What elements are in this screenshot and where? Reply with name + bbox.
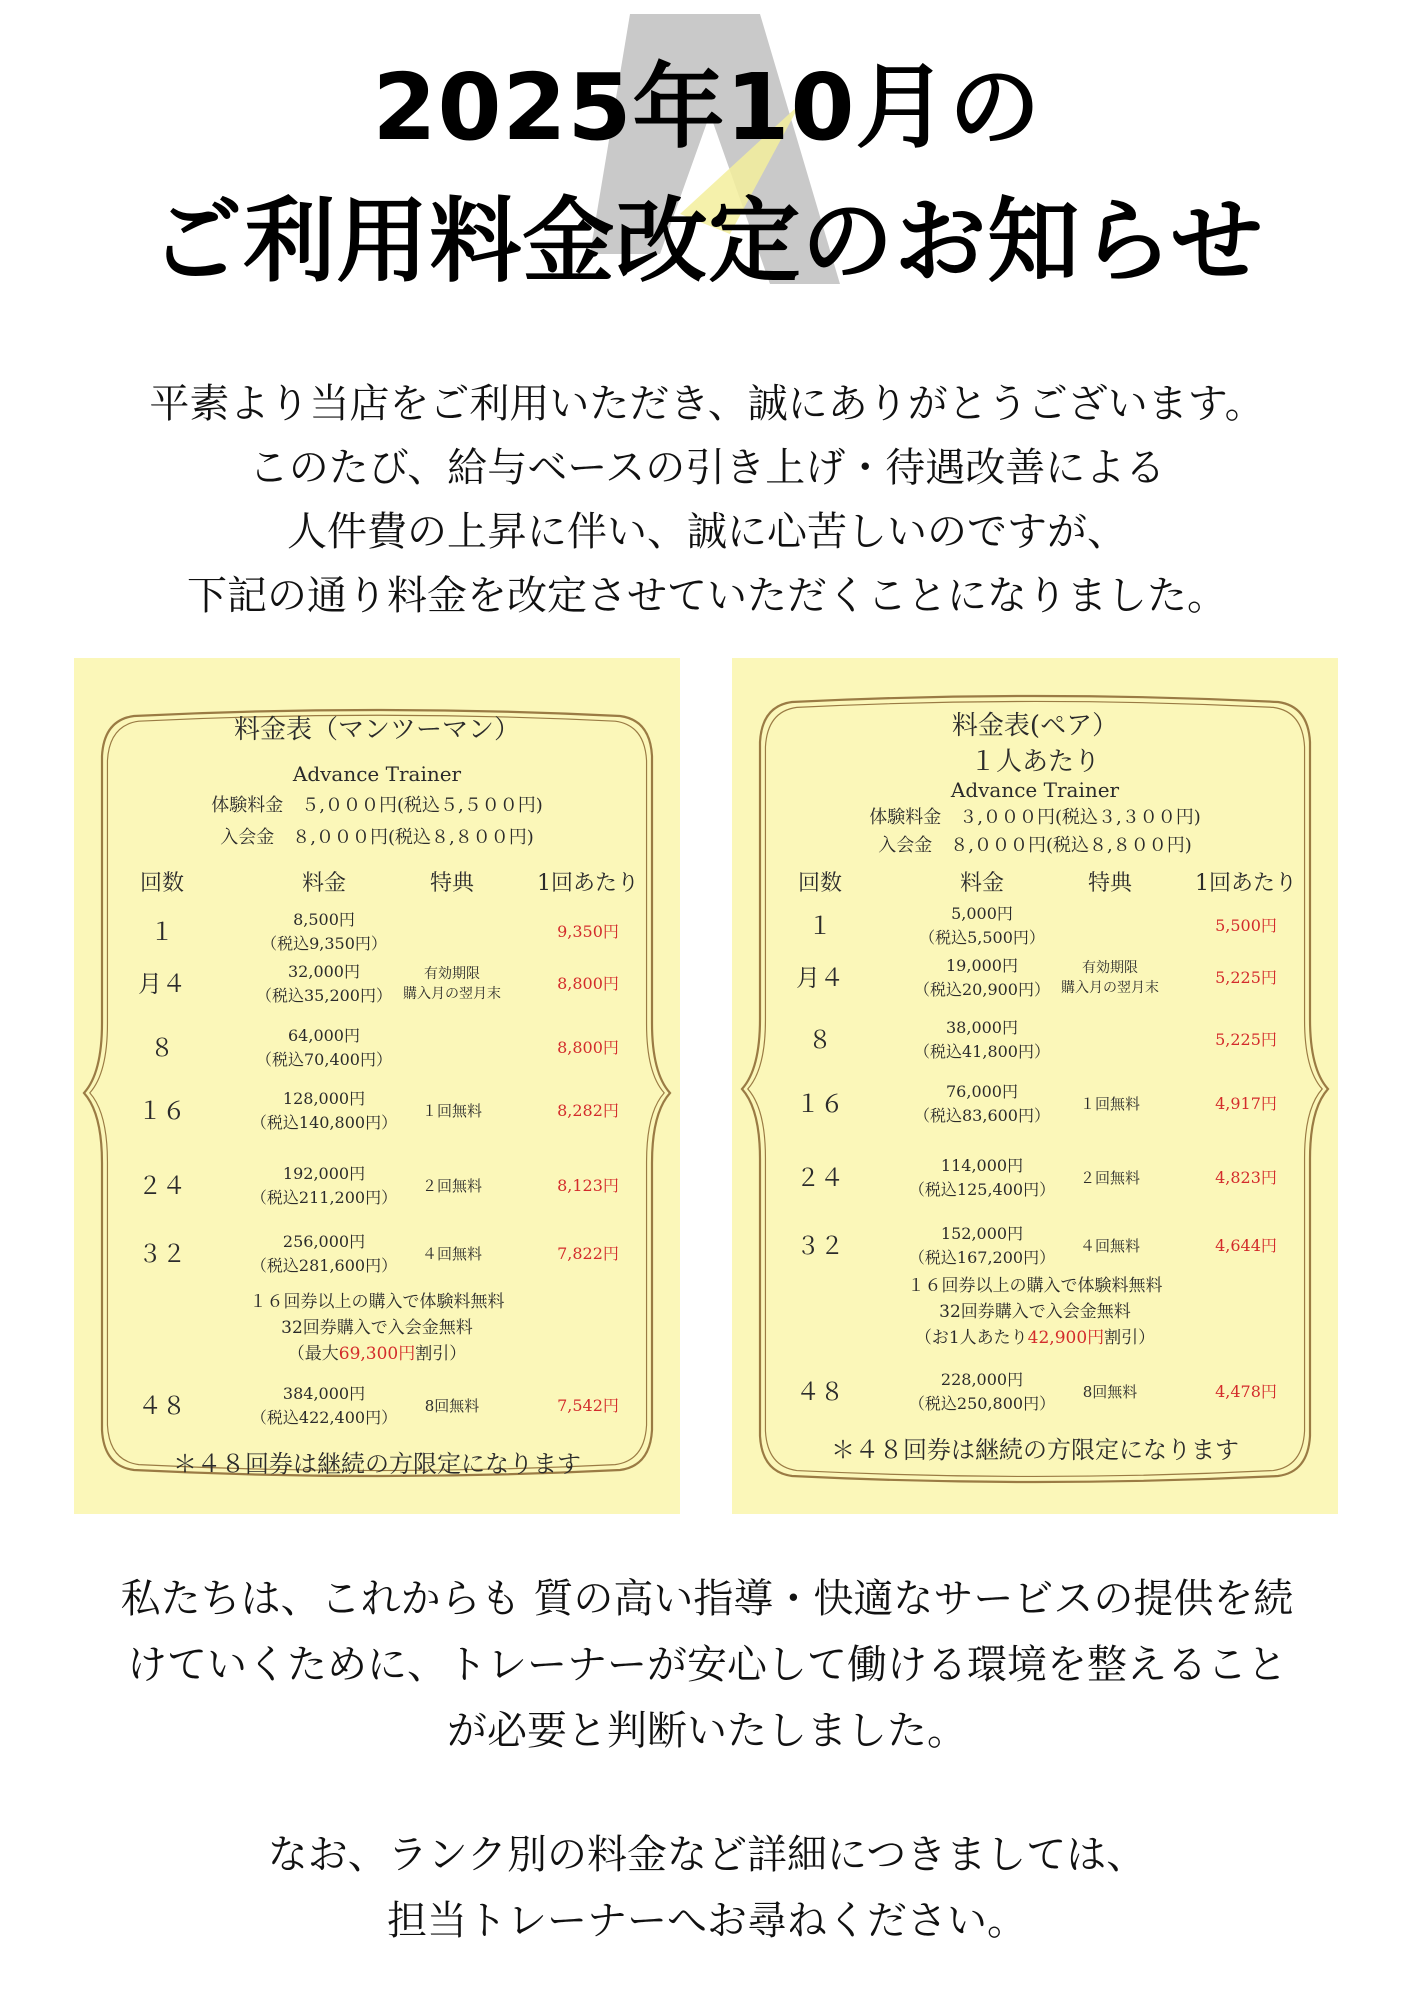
row-price: 228,000円: [940, 1370, 1024, 1389]
row-per-session-price: 4,823円: [1215, 1168, 1277, 1187]
row-price: 76,000円: [946, 1082, 1018, 1101]
table-title: 料金表(ペア）: [951, 711, 1119, 741]
row-price-tax: （税込20,900円）: [914, 980, 1050, 999]
row-per-session-price: 4,644円: [1215, 1236, 1277, 1255]
row-bonus: ２回無料: [1079, 1168, 1140, 1187]
row-price: 5,000円: [951, 904, 1013, 923]
row-per-session-price: 4,917円: [1215, 1094, 1277, 1113]
table-footnote: ＊４８回券は継続の方限定になります: [831, 1436, 1239, 1464]
row-price: 152,000円: [940, 1224, 1024, 1243]
row-bonus: 有効期限: [424, 966, 480, 982]
row-count: ８: [150, 1034, 174, 1062]
row-bonus: 8回無料: [424, 1396, 480, 1415]
intro-paragraph: [0, 372, 1414, 628]
row-count: 月４: [796, 964, 844, 992]
column-header-per-session: 1回あたり: [1195, 871, 1297, 896]
row-price: 38,000円: [946, 1018, 1018, 1037]
row-price-tax: （税込83,600円）: [914, 1106, 1050, 1125]
row-price-tax: （税込41,800円）: [914, 1042, 1050, 1061]
campaign-discount-amount: 42,900円: [1027, 1327, 1105, 1348]
row-per-session-price: 7,542円: [557, 1396, 619, 1415]
row-per-session-price: 5,225円: [1215, 1030, 1277, 1049]
row-price: 128,000円: [282, 1089, 366, 1108]
row-bonus: １回無料: [421, 1101, 482, 1120]
campaign-note: １６回券以上の購入で体験料無料: [249, 1291, 505, 1312]
brand-name: Advance Trainer: [292, 762, 462, 786]
intro-line: このたび、給与ベースの引き上げ・待遇改善による: [248, 445, 1166, 491]
row-bonus: 8回無料: [1082, 1382, 1138, 1401]
note-line: なお、ランク別の料金など詳細につきましては、: [267, 1832, 1147, 1878]
row-bonus: ２回無料: [421, 1176, 482, 1195]
intro-line: 平素より当店をご利用いただき、誠にありがとうございます。: [149, 381, 1265, 427]
row-count: ２４: [138, 1172, 186, 1200]
closing-line: 私たちは、これからも 質の高い指導・快適なサービスの提供を続: [120, 1576, 1294, 1622]
row-bonus: 購入月の翌月末: [1061, 980, 1159, 996]
row-per-session-price: 5,500円: [1215, 916, 1277, 935]
campaign-discount-text: 割引）: [1104, 1327, 1156, 1348]
intro-line: 人件費の上昇に伴い、誠に心苦しいのですが、: [287, 509, 1127, 555]
row-bonus: 有効期限: [1082, 960, 1138, 976]
row-bonus: 購入月の翌月末: [403, 986, 501, 1002]
campaign-discount-text: （お1人あたり: [914, 1327, 1028, 1348]
row-price-tax: （税込281,600円）: [250, 1256, 398, 1275]
row-count: ８: [808, 1026, 832, 1054]
row-count: 月４: [138, 970, 186, 998]
admission-fee: 入会金 ８,０００円(税込８,８００円): [220, 827, 534, 848]
column-header-bonus: 特典: [1087, 871, 1132, 896]
contact-note: [0, 1822, 1414, 1954]
row-price: 192,000円: [282, 1164, 366, 1183]
row-price-tax: （税込422,400円）: [250, 1408, 398, 1427]
row-price: 256,000円: [282, 1232, 366, 1251]
price-table-pair: [732, 658, 1338, 1514]
campaign-discount-amount: 69,300円: [338, 1343, 416, 1364]
column-header-count: 回数: [797, 871, 842, 896]
column-header-price: 料金: [301, 871, 346, 896]
row-per-session-price: 9,350円: [557, 922, 619, 941]
campaign-note: １６回券以上の購入で体験料無料: [907, 1275, 1163, 1296]
row-price: 64,000円: [288, 1026, 360, 1045]
campaign-discount: [795, 1327, 1275, 1348]
campaign-discount: [137, 1343, 617, 1364]
row-bonus: ４回無料: [1079, 1236, 1140, 1255]
closing-paragraph: [0, 1566, 1414, 1764]
closing-line: けていくために、トレーナーが安心して働ける環境を整えること: [127, 1642, 1287, 1688]
row-price-tax: （税込70,400円）: [256, 1050, 392, 1069]
closing-line: が必要と判断いたしました。: [447, 1708, 967, 1754]
trial-fee: 体験料金 ５,０００円(税込５,５００円): [211, 795, 543, 816]
note-line: 担当トレーナーへお尋ねください。: [387, 1898, 1027, 1944]
row-price-tax: （税込140,800円）: [250, 1113, 398, 1132]
row-price-tax: （税込5,500円）: [919, 928, 1045, 947]
row-price: 114,000円: [940, 1156, 1024, 1175]
column-header-count: 回数: [139, 871, 184, 896]
row-per-session-price: 5,225円: [1215, 968, 1277, 987]
row-price-tax: （税込9,350円）: [261, 934, 387, 953]
campaign-note: 32回券購入で入会金無料: [939, 1301, 1131, 1322]
row-price: 8,500円: [293, 910, 355, 929]
page-title-line1: 2025年10月の: [372, 54, 1042, 161]
row-price-tax: （税込167,200円）: [908, 1248, 1056, 1267]
row-price-tax: （税込211,200円）: [250, 1188, 398, 1207]
row-price-tax: （税込250,800円）: [908, 1394, 1056, 1413]
row-per-session-price: 8,800円: [557, 974, 619, 993]
table-footnote: ＊４８回券は継続の方限定になります: [173, 1450, 581, 1478]
row-count: ４８: [138, 1392, 186, 1420]
trial-fee: 体験料金 ３,０００円(税込３,３００円): [869, 807, 1201, 828]
row-bonus: ４回無料: [421, 1244, 482, 1263]
price-table-single: [74, 658, 680, 1514]
row-per-session-price: 8,123円: [557, 1176, 619, 1195]
row-per-session-price: 8,800円: [557, 1038, 619, 1057]
campaign-discount-text: （最大: [287, 1343, 339, 1364]
table-title: 料金表（マンツーマン）: [233, 715, 520, 745]
row-price: 32,000円: [288, 962, 360, 981]
row-price-tax: （税込125,400円）: [908, 1180, 1056, 1199]
row-per-session-price: 7,822円: [557, 1244, 619, 1263]
row-count: ４８: [796, 1378, 844, 1406]
row-bonus: １回無料: [1079, 1094, 1140, 1113]
row-count: １: [808, 912, 832, 940]
row-count: ３２: [796, 1232, 844, 1260]
row-count: ３２: [138, 1240, 186, 1268]
column-header-bonus: 特典: [429, 871, 474, 896]
row-count: １６: [138, 1097, 186, 1125]
intro-line: 下記の通り料金を改定させていただくことになりました。: [187, 573, 1227, 619]
row-per-session-price: 8,282円: [557, 1101, 619, 1120]
column-header-per-session: 1回あたり: [537, 871, 639, 896]
row-count: １６: [796, 1090, 844, 1118]
column-header-price: 料金: [959, 871, 1004, 896]
row-per-session-price: 4,478円: [1215, 1382, 1277, 1401]
campaign-discount-text: 割引）: [415, 1343, 467, 1364]
row-count: ２４: [796, 1164, 844, 1192]
admission-fee: 入会金 ８,０００円(税込８,８００円): [878, 835, 1192, 856]
campaign-note: 32回券購入で入会金無料: [281, 1317, 473, 1338]
table-subtitle: １人あたり: [969, 747, 1100, 777]
row-count: １: [150, 918, 174, 946]
row-price: 19,000円: [946, 956, 1018, 975]
page-title-line2: ご利用料金改定のお知らせ: [150, 188, 1264, 295]
row-price-tax: （税込35,200円）: [256, 986, 392, 1005]
row-price: 384,000円: [282, 1384, 366, 1403]
brand-name: Advance Trainer: [950, 778, 1120, 802]
